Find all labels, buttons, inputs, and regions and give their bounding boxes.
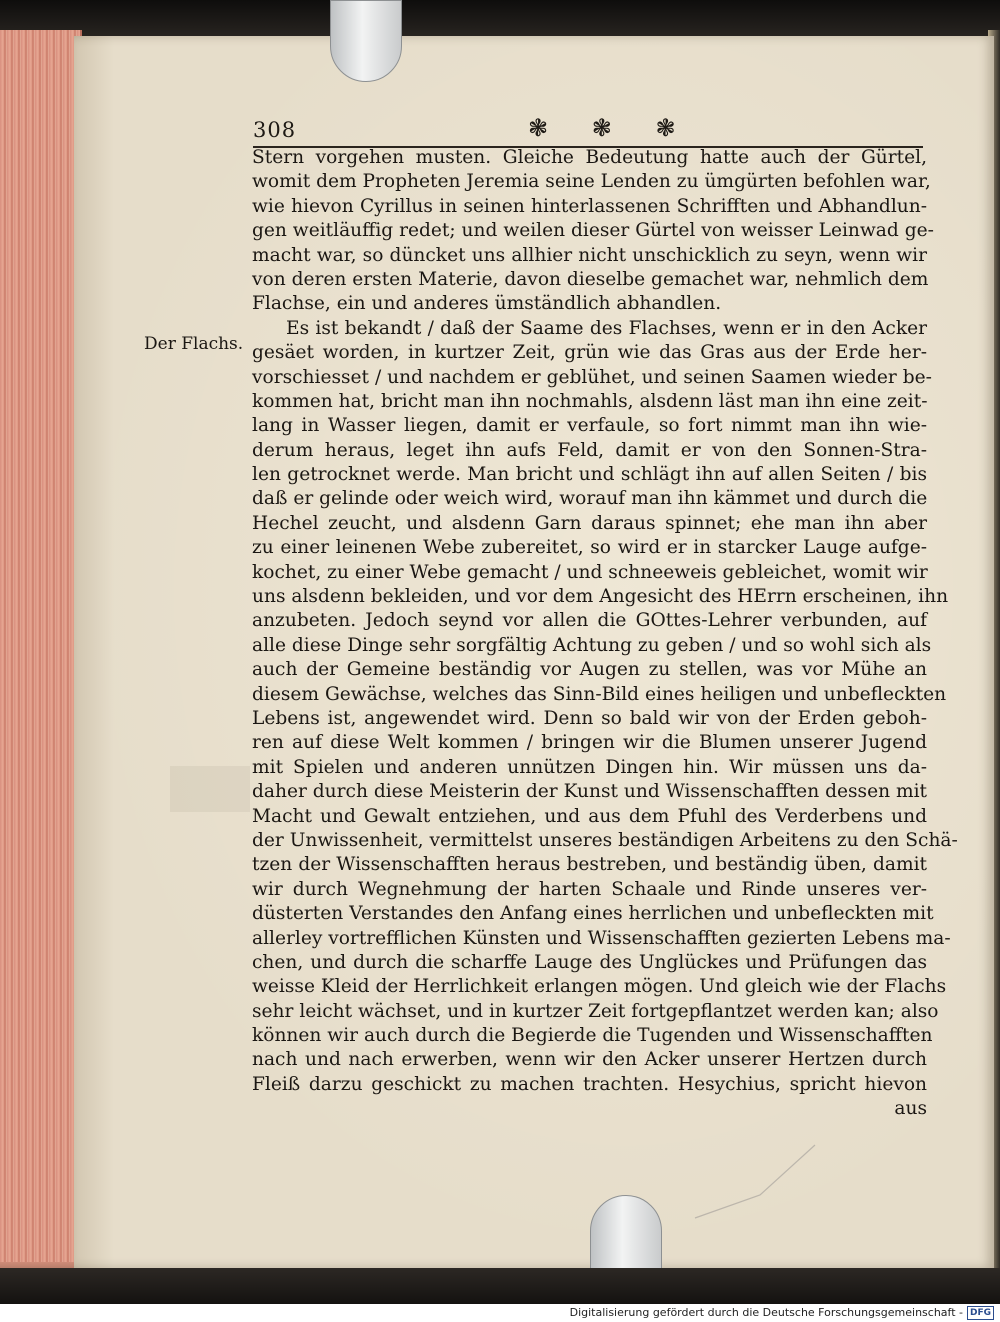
text-line: derum heraus, leget ihn aufs Feld, damit er von den Sonnen-Stra-: [252, 439, 927, 461]
text-line: alle diese Dinge sehr sorgfältig Achtung zu geben / und so wohl sich als: [252, 634, 932, 656]
text-line: len getrocknet werde. Man bricht und schlägt ihn auf allen Seiten / bis: [252, 464, 927, 486]
footer-credit-bar: [0, 1304, 1000, 1322]
text-line: vorschiesset / und nachdem er geblühet, und seinen Saamen wieder be-: [252, 366, 932, 388]
bleed-through-mark: [170, 766, 250, 812]
text-line: können wir auch durch die Begierde die Tugenden und Wissenschafften: [252, 1025, 933, 1047]
text-line: sehr leicht wächset, und in kurtzer Zeit fortgepflantzet werden kan; also: [252, 1000, 939, 1022]
text-line: Lebens ist, angewendet wird. Denn so bald wir von der Erden geboh-: [252, 707, 927, 729]
dfg-logo: DFG: [967, 1306, 994, 1320]
text-line: düsterten Verstandes den Anfang eines herrlichen und unbefleckten mit: [252, 903, 934, 925]
text-line: Flachse, ein und anderes ümständlich abhandlen.: [252, 293, 722, 315]
text-line: allerley vortrefflichen Künsten und Wissenschafften gezierten Lebens ma-: [252, 927, 951, 949]
text-line: Hechel zeucht, und alsdenn Garn daraus spinnet; ehe man ihn aber: [252, 512, 927, 534]
pen-mark: [690, 1140, 820, 1220]
header-ornament-icon: ❃ ❃ ❃: [528, 114, 694, 142]
book-page-edges: [0, 30, 82, 1300]
page-clip-top: [330, 0, 402, 82]
body-text: [252, 146, 958, 1122]
page-number: 308: [253, 118, 297, 142]
text-line: daher durch diese Meisterin der Kunst und Wissenschafften dessen mit: [252, 781, 928, 803]
text-line: kochet, zu einer Webe gemacht / und schneeweis gebleichet, womit wir: [252, 561, 928, 583]
text-line: womit dem Propheten Jeremia seine Lenden zu ümgürten befohlen war,: [252, 171, 931, 193]
scanner-background-top: [0, 0, 1000, 40]
running-head: [253, 114, 925, 144]
text-line: weisse Kleid der Herrlichkeit erlangen mögen. Und gleich wie der Flachs: [252, 976, 947, 998]
catchword: aus: [894, 1098, 927, 1120]
text-line: zu einer leinenen Webe zubereitet, so wird er in starcker Lauge aufge-: [252, 537, 927, 559]
text-line: daß er gelinde oder weich wird, worauf man ihn kämmet und durch die: [252, 488, 928, 510]
text-line: mit Spielen und anderen unnützen Dingen hin. Wir müssen uns da-: [252, 756, 927, 778]
text-line: Es ist bekandt / daß der Saame des Flachses, wenn er in den Acker: [286, 317, 927, 339]
text-line: der Unwissenheit, vermittelst unseres beständigen Arbeitens zu den Schä-: [252, 829, 958, 851]
text-line: nach und nach erwerben, wenn wir den Acker unserer Hertzen durch: [252, 1049, 927, 1071]
scanner-background-bottom: [0, 1268, 1000, 1304]
text-line: lang in Wasser liegen, damit er verfaule, so fort nimmt man ihn wie-: [252, 415, 927, 437]
text-line: Fleiß darzu geschickt zu machen trachten. Hesychius, spricht hievon: [252, 1073, 927, 1095]
text-line: kommen hat, bricht man ihn nochmahls, alsdenn läst man ihn eine zeit-: [252, 390, 928, 412]
text-line: anzubeten. Jedoch seynd vor allen die GOttes-Lehrer verbunden, auf: [252, 610, 927, 632]
text-line: Stern vorgehen musten. Gleiche Bedeutung hatte auch der Gürtel,: [252, 147, 927, 168]
text-line: wie hievon Cyrillus in seinen hinterlassenen Schrifften und Abhandlun-: [252, 195, 927, 217]
text-line: Macht und Gewalt entziehen, und aus dem Pfuhl des Verderbens und: [252, 805, 927, 827]
text-line: tzen der Wissenschafften heraus bestreben, und beständig üben, damit: [252, 854, 927, 876]
text-line: chen, und durch die scharffe Lauge des Unglückes und Prüfungen das: [252, 951, 927, 973]
text-line: uns alsdenn bekleiden, und vor dem Angesicht des HErrn erscheinen, ihn: [252, 586, 949, 608]
text-line: wir durch Wegnehmung der harten Schaale und Rinde unseres ver-: [252, 878, 927, 900]
text-line: gesäet worden, in kurtzer Zeit, grün wie das Gras aus der Erde her-: [252, 342, 927, 364]
text-line: auch der Gemeine beständig vor Augen zu stellen, was vor Mühe an: [252, 659, 927, 681]
text-line: diesem Gewächse, welches das Sinn-Bild eines heiligen und unbefleckten: [252, 683, 947, 705]
footer-credit-text: Digitalisierung gefördert durch die Deutsche Forschungsgemeinschaft -: [569, 1306, 963, 1319]
text-line: macht war, so düncket uns allhier nicht unschicklich zu seyn, wenn wir: [252, 244, 927, 266]
margin-note: Der Flachs.: [144, 334, 244, 354]
text-line: von deren ersten Materie, davon dieselbe gemachet war, nehmlich dem: [252, 268, 929, 290]
text-line: gen weitläuffig redet; und weilen dieser Gürtel von weisser Leinwad ge-: [252, 220, 934, 242]
text-line: ren auf diese Welt kommen / bringen wir die Blumen unserer Jugend: [252, 732, 927, 754]
